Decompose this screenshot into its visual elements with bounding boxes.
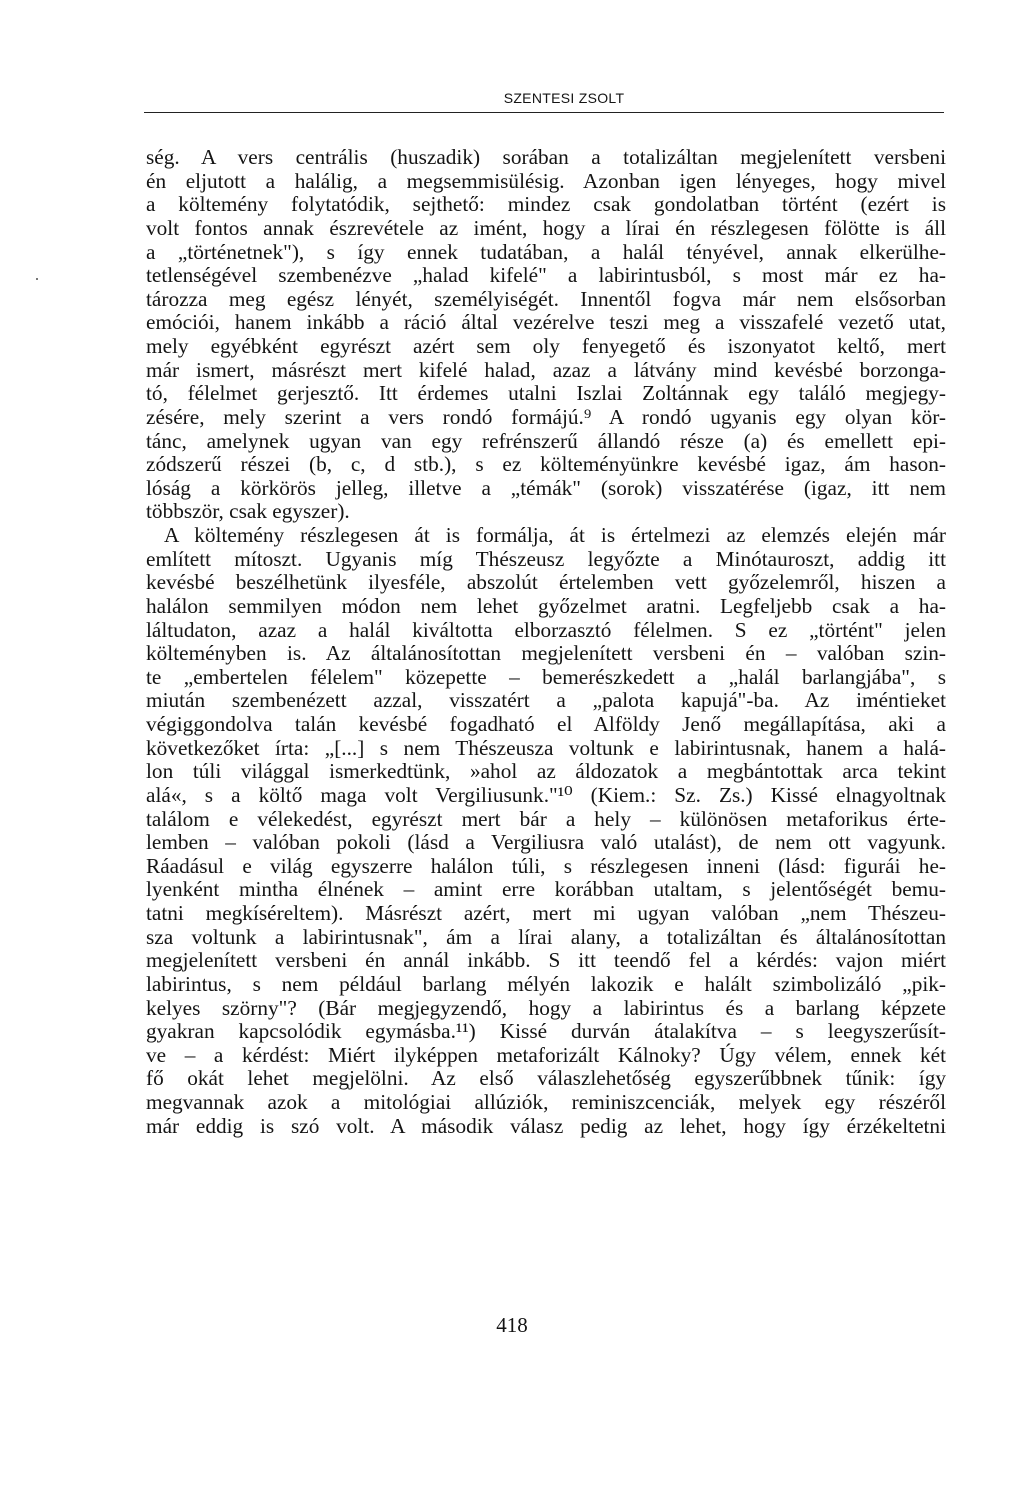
text-line: kevésbé beszélhetünk ilyesféle, abszolút értelemben vett győzelemről, hiszen a — [146, 570, 946, 595]
text-line: költeményben is. Az általánosítottan megjelenített versbeni én – valóban szin- — [146, 641, 946, 666]
text-line: emóciói, hanem inkább a ráció által vezérelve teszi meg a visszafelé vezető utat, — [146, 310, 946, 335]
margin-mark — [36, 278, 38, 280]
text-line: ve – a kérdést: Miért ilyképpen metaforizált Kálnoky? Úgy vélem, ennek két — [146, 1042, 946, 1067]
text-line: kelyes szörny"? (Bár megjegyzendő, hogy a labirintus és a barlang képzete — [146, 995, 946, 1020]
text-line: tározza meg egész lényét, személyiségét. Innentől fogva már nem elsősorban — [146, 286, 946, 311]
text-line: megjelenített versbeni én annál inkább. S itt teendő fel a kérdés: vajon miért — [146, 948, 946, 973]
text-line: gyakran kapcsolódik egymásba.¹¹) Kissé durván átalakítva – s leegyszerűsít- — [146, 1019, 946, 1044]
text-line: tó, félelmet gerjesztő. Itt érdemes utalni Iszlai Zoltánnak egy találó megjegy- — [146, 381, 946, 406]
running-header — [144, 88, 944, 113]
text-line: miután szembenézett azzal, visszatért a „palota kapujá"-ba. Az iméntieket — [146, 688, 946, 713]
text-line: sza voltunk a labirintusnak", ám a lírai alany, a totalizáltan és általánosítottan — [146, 924, 946, 949]
text-line: végiggondolva talán kevésbé fogadható el Alföldy Jenő megállapítása, aki a — [146, 712, 946, 736]
text-line: zésére, mely szerint a vers rondó formájú.⁹ A rondó ugyanis egy olyan kör- — [146, 404, 946, 429]
text-line: ség. A vers centrális (huszadik) sorában a totalizáltan megjelenített versbeni — [146, 145, 946, 169]
page-number: 418 — [496, 1313, 528, 1337]
text-line: találom e vélekedést, egyrészt mert bár a hely – különösen metaforikus érte- — [146, 806, 946, 831]
text-line: említett mítoszt. Ugyanis míg Thészeusz legyőzte a Minótauroszt, addig itt — [146, 546, 946, 571]
text-line: tetlenségével szembenézve „halad kifelé" a labirintusból, s most már ez ha- — [146, 263, 946, 288]
text-line: megvannak azok a mitológiai allúziók, reminiszcenciák, melyek egy részéről — [146, 1090, 946, 1114]
text-line: lóság a körkörös jelleg, illetve a „témák" (sorok) visszatérése (igaz, itt nem — [146, 475, 946, 500]
text-line: te „embertelen félelem" közepette – bemerészkedett a „halál barlangjába", s — [146, 664, 946, 689]
text-line: fő okát lehet megjelölni. Az első válaszlehetőség egyszerűbbnek tűnik: így — [146, 1066, 946, 1091]
text-line: a költemény folytatódik, sejthető: mindez csak gondolatban történt (ezért is — [146, 192, 946, 217]
text-line: labirintus, s nem például barlang mélyén lakozik e halált szimbolizáló „pik- — [146, 971, 946, 996]
text-line: én eljutott a halálig, a megsemmisülésig. Azonban igen lényeges, hogy mivel — [146, 168, 946, 193]
text-line: lyenként mintha élnének – amint erre korábban utaltam, s jelentőségét bemu- — [146, 877, 946, 902]
text-line: halálon semmilyen módon nem lehet győzelmet aratni. Legfeljebb csak a ha- — [146, 593, 946, 618]
text-line: tánc, amelynek ugyan van egy refrénszerű állandó része (a) és emellett epi- — [146, 428, 946, 453]
text-line: a „történetnek"), s így ennek tudatában, a halál tényével, annak elkerülhe- — [146, 239, 946, 264]
text-line: lemben – valóban pokoli (lásd a Vergiliusra való utalást), de nem ott vagyunk. — [146, 830, 946, 855]
text-line: alá«, s a költő maga volt Vergiliusunk."¹⁰ (Kiem.: Sz. Zs.) Kissé elnagyoltnak — [146, 782, 946, 807]
text-line: tatni megkíséreltem). Másrészt azért, mert mi ugyan valóban „nem Thészeu- — [146, 901, 946, 925]
text-line: zódszerű részei (b, c, d stb.), s ez költeményünkre kevésbé igaz, ám hason- — [146, 452, 946, 477]
paragraph-first-line: A költemény részlegesen át is formálja, át is értelmezi az elemzés elején már — [164, 523, 946, 547]
text-line: lon túli világgal ismerkedtünk, »ahol az áldozatok a megbántottak arca tekint — [146, 759, 946, 784]
text-line: már ismert, másrészt mert kifelé halad, azaz a látvány mind kevésbé borzonga- — [146, 357, 946, 382]
text-line: többször, csak egyszer). — [146, 499, 350, 524]
text-line: mely egyébként egyrészt azért sem oly fenyegető és iszonyatot keltő, mert — [146, 334, 946, 358]
body-text — [146, 146, 946, 1138]
text-line: következőket írta: „[...] s nem Thészeusza voltunk e labirintusnak, hanem a halá- — [146, 735, 946, 760]
text-line: volt fontos annak észrevétele az imént, hogy a lírai én részlegesen fölötte is áll — [146, 215, 946, 240]
text-line: láltudaton, azaz a halál kiváltotta elborzasztó félelmen. S ez „történt" jelen — [146, 617, 946, 642]
text-line: Ráadásul e világ egyszerre halálon túli, s részlegesen inneni (lásd: figurái he- — [146, 853, 946, 878]
text-line: már eddig is szó volt. A második válasz pedig az lehet, hogy így érzékeltetni — [146, 1113, 946, 1138]
running-title: SZENTESI ZSOLT — [503, 90, 625, 106]
